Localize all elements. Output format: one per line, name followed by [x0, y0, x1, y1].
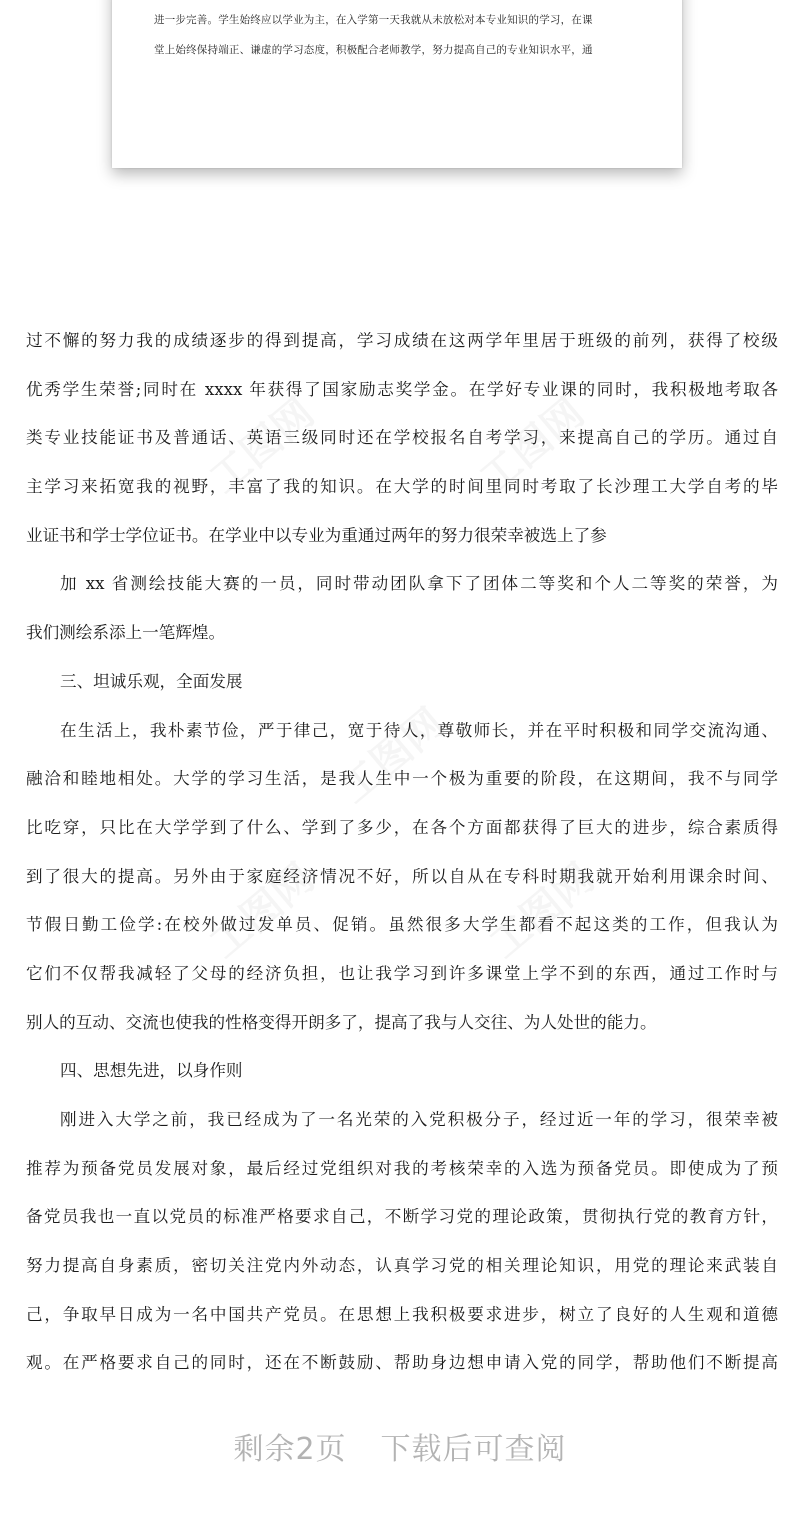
- paragraph-line: 观。在严格要求自己的同时，还在不断鼓励、帮助身边想申请入党的同学，帮助他们不断提高: [26, 1353, 778, 1373]
- preview-page-card: [112, 0, 682, 168]
- paragraph-line: 它们不仅帮我减轻了父母的经济负担，也让我学习到许多课堂上学不到的东西，通过工作时与: [26, 963, 778, 983]
- paragraph-line: 节假日勤工俭学:在校外做过发单员、促销。虽然很多大学生都看不起这类的工作，但我认为: [26, 915, 778, 935]
- document-body: [26, 330, 778, 1401]
- paragraph-line: 类专业技能证书及普通话、英语三级同时还在学校报名自考学习，来提高自己的学历。通过自: [26, 428, 778, 448]
- paragraph-line: 比吃穿，只比在大学学到了什么、学到了多少，在各个方面都获得了巨大的进步，综合素质得: [26, 817, 778, 837]
- paragraph-line: 过不懈的努力我的成绩逐步的得到提高，学习成绩在这两学年里居于班级的前列，获得了校级: [26, 331, 778, 350]
- preview-text-line: 堂上始终保持端正、谦虚的学习态度，积极配合老师教学，努力提高自己的专业知识水平，通: [154, 44, 593, 56]
- download-to-view-text: 下载后可查阅: [380, 1432, 567, 1467]
- paragraph-line: 加 xx 省测绘技能大赛的一员，同时带动团队拿下了团体二等奖和个人二等奖的荣誉，为: [60, 574, 778, 594]
- paragraph-line: 我们测绘系添上一笔辉煌。: [26, 623, 226, 643]
- preview-text-line: 进一步完善。学生始终应以学业为主，在入学第一天我就从未放松对本专业知识的学习，在课: [154, 14, 593, 26]
- watermark: 工图网: [201, 854, 323, 968]
- paragraph-line: 别人的互动、交流也使我的性格变得开朗多了，提高了我与人交往、为人处世的能力。: [26, 1012, 657, 1032]
- paragraph-line: 优秀学生荣誉;同时在 xxxx 年获得了国家励志奖学金。在学好专业课的同时，我积极地考取各: [26, 379, 778, 399]
- section-heading: 四、思想先进，以身作则: [60, 1061, 243, 1081]
- paragraph-line: 业证书和学士学位证书。在学业中以专业为重通过两年的努力很荣幸被选上了参: [26, 525, 607, 545]
- paragraph-line: 推荐为预备党员发展对象，最后经过党组织对我的考核荣幸的入选为预备党员。即使成为了预: [26, 1158, 778, 1178]
- paragraph-line: 融洽和睦地相处。大学的学习生活，是我人生中一个极为重要的阶段，在这期间，我不与同学: [26, 769, 778, 789]
- remaining-pages-banner[interactable]: [0, 1425, 800, 1475]
- watermark: 工图网: [331, 699, 453, 813]
- watermark: 工图网: [201, 389, 323, 503]
- paragraph-line: 主学习来拓宽我的视野，丰富了我的知识。在大学的时间里同时考取了长沙理工大学自考的毕: [26, 477, 778, 497]
- watermark: 工图网: [471, 389, 593, 503]
- paragraph-line: 刚进入大学之前，我已经成为了一名光荣的入党积极分子，经过近一年的学习，很荣幸被: [60, 1110, 778, 1129]
- paragraph-line: 备党员我也一直以党员的标准严格要求自己，不断学习党的理论政策，贯彻执行党的教育方针，: [26, 1207, 778, 1227]
- paragraph-line: 在生活上，我朴素节俭，严于律己，宽于待人，尊敬师长，并在平时积极和同学交流沟通、: [60, 720, 778, 740]
- watermark: 工图网: [481, 854, 603, 968]
- paragraph-line: 己，争取早日成为一名中国共产党员。在思想上我积极要求进步，树立了良好的人生观和道德: [26, 1304, 778, 1324]
- section-heading: 三、坦诚乐观，全面发展: [60, 671, 243, 691]
- paragraph-line: 努力提高自身素质，密切关注党内外动态，认真学习党的相关理论知识，用党的理论来武装自: [26, 1256, 778, 1276]
- remaining-pages-text: 剩余2页: [233, 1432, 347, 1467]
- paragraph-line: 到了很大的提高。另外由于家庭经济情况不好，所以自从在专科时期我就开始利用课余时间、: [26, 866, 778, 886]
